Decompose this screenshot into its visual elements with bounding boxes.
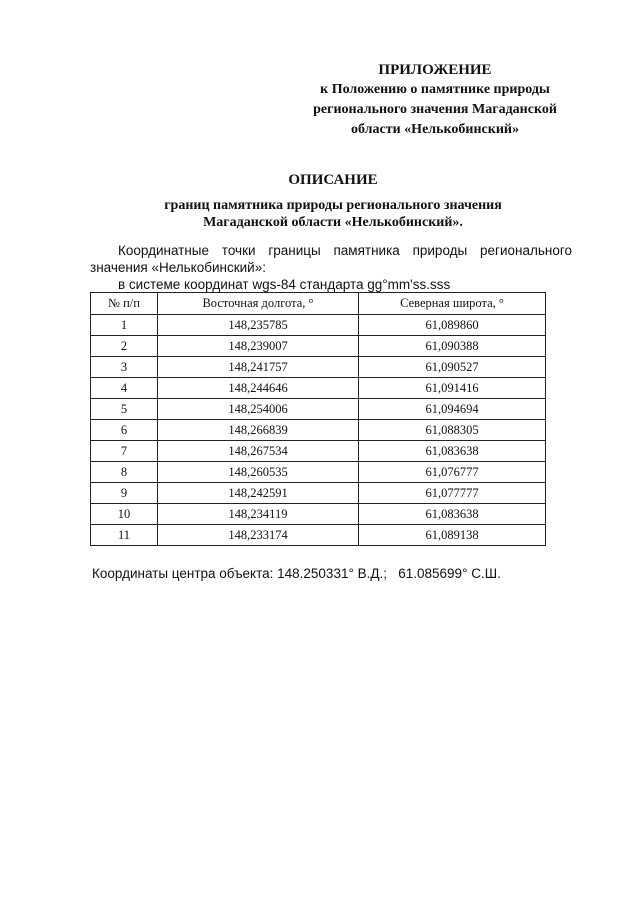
appendix-line: регионального значения Магаданской (313, 102, 557, 117)
table-row (91, 378, 546, 399)
intro-text (90, 242, 572, 293)
table-row (91, 504, 546, 525)
cell-longitude: 148,239007 (158, 336, 359, 357)
cell-number: 6 (91, 420, 158, 441)
table-row (91, 483, 546, 504)
cell-longitude: 148,244646 (158, 378, 359, 399)
table-row (91, 357, 546, 378)
cell-number: 11 (91, 525, 158, 546)
header-number: № п/п (91, 293, 158, 315)
cell-latitude: 61,094694 (359, 399, 546, 420)
cell-latitude: 61,089138 (359, 525, 546, 546)
appendix-heading: ПРИЛОЖЕНИЕ (378, 62, 492, 78)
description-block (90, 172, 576, 231)
coordinate-system: в системе координат wgs-84 стандарта gg°mm'ss.sss (118, 277, 451, 292)
coordinates-table (90, 292, 546, 546)
cell-number: 10 (91, 504, 158, 525)
table-row (91, 420, 546, 441)
cell-latitude: 61,091416 (359, 378, 546, 399)
description-line: границ памятника природы регионального значения (164, 198, 502, 213)
cell-longitude: 148,235785 (158, 315, 359, 336)
cell-number: 7 (91, 441, 158, 462)
cell-latitude: 61,089860 (359, 315, 546, 336)
cell-latitude: 61,088305 (359, 420, 546, 441)
description-heading: ОПИСАНИЕ (288, 172, 378, 188)
table-row (91, 441, 546, 462)
cell-number: 2 (91, 336, 158, 357)
cell-longitude: 148,267534 (158, 441, 359, 462)
cell-longitude: 148,260535 (158, 462, 359, 483)
cell-longitude: 148,233174 (158, 525, 359, 546)
cell-number: 8 (91, 462, 158, 483)
cell-latitude: 61,076777 (359, 462, 546, 483)
cell-latitude: 61,090388 (359, 336, 546, 357)
table-row (91, 336, 546, 357)
intro-paragraph: Координатные точки границы памятника природы регионального значения «Нелькобинский»: (90, 243, 572, 275)
cell-number: 1 (91, 315, 158, 336)
cell-number: 3 (91, 357, 158, 378)
appendix-block (300, 60, 570, 140)
cell-longitude: 148,266839 (158, 420, 359, 441)
header-longitude: Восточная долгота, ° (158, 293, 359, 315)
table-row (91, 315, 546, 336)
cell-latitude: 61,090527 (359, 357, 546, 378)
header-latitude: Северная широта, ° (359, 293, 546, 315)
cell-latitude: 61,077777 (359, 483, 546, 504)
cell-number: 9 (91, 483, 158, 504)
table-row (91, 462, 546, 483)
cell-longitude: 148,254006 (158, 399, 359, 420)
cell-longitude: 148,234119 (158, 504, 359, 525)
cell-latitude: 61,083638 (359, 504, 546, 525)
appendix-line: области «Нелькобинский» (351, 122, 519, 137)
table-row (91, 399, 546, 420)
cell-number: 5 (91, 399, 158, 420)
cell-latitude: 61,083638 (359, 441, 546, 462)
cell-number: 4 (91, 378, 158, 399)
table-row (91, 525, 546, 546)
center-coordinates: Координаты центра объекта: 148.250331° В.Д.; 61.085699° С.Ш. (92, 566, 501, 581)
cell-longitude: 148,242591 (158, 483, 359, 504)
cell-longitude: 148,241757 (158, 357, 359, 378)
appendix-line: к Положению о памятнике природы (320, 82, 550, 97)
description-line: Магаданской области «Нелькобинский». (203, 215, 463, 230)
table-header-row (91, 293, 546, 315)
